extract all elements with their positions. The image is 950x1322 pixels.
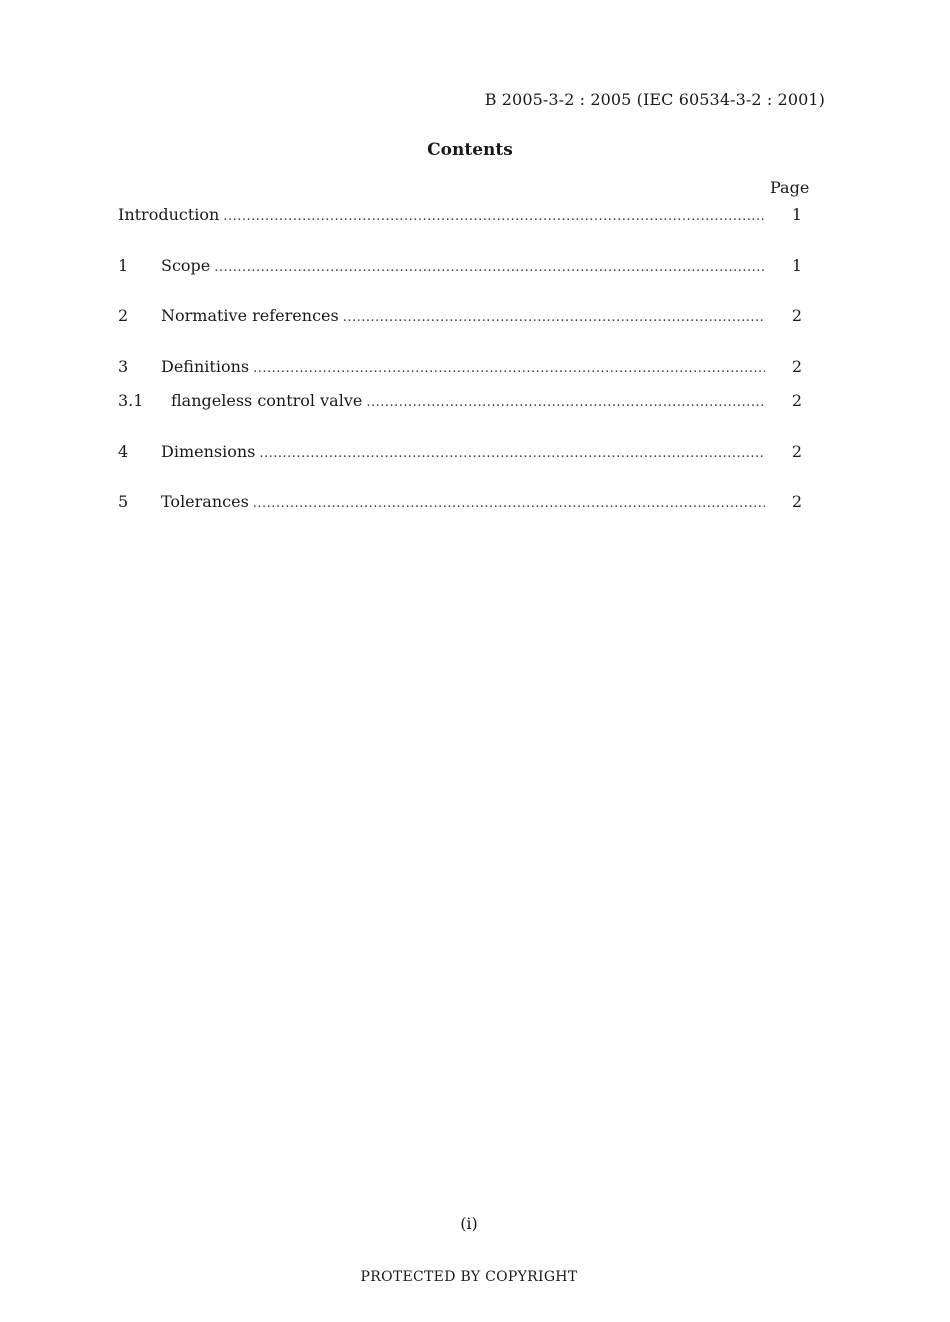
- toc-leader-dots: [366, 395, 765, 410]
- toc-entry-number: 2: [118, 306, 129, 325]
- toc-leader-dots: [343, 310, 765, 325]
- copyright-notice: PROTECTED BY COPYRIGHT: [360, 1269, 578, 1285]
- toc-entry-flangeless-control-valve[interactable]: [118, 391, 810, 415]
- toc-entry-number: 1: [118, 256, 129, 275]
- toc-entry-label: Normative references: [161, 306, 339, 325]
- toc-entry-page: 2: [791, 442, 802, 461]
- toc-entry-definitions[interactable]: [118, 357, 810, 381]
- toc-entry-normative-references[interactable]: [118, 306, 810, 330]
- toc-entry-tolerances[interactable]: [118, 492, 810, 516]
- toc-entry-page: 2: [791, 492, 802, 511]
- toc-entry-page: 1: [791, 256, 802, 275]
- toc-entry-label: Definitions: [161, 357, 250, 376]
- toc-entry-dimensions[interactable]: [118, 442, 810, 466]
- toc-entry-number: 3: [118, 357, 129, 376]
- toc-leader-dots: [223, 209, 765, 224]
- toc-entry-label: Introduction: [118, 205, 220, 224]
- toc-entry-number: 3.1: [118, 391, 144, 410]
- toc-entry-page: 1: [791, 205, 802, 224]
- toc-entry-scope[interactable]: [118, 256, 810, 280]
- toc-entry-label: Scope: [161, 256, 211, 275]
- page-column-label: Page: [770, 178, 810, 197]
- page-number: (i): [460, 1214, 478, 1233]
- toc-entry-number: 4: [118, 442, 129, 461]
- toc-entry-introduction[interactable]: [118, 205, 810, 229]
- toc-entry-label: flangeless control valve: [171, 391, 363, 410]
- toc-entry-page: 2: [791, 306, 802, 325]
- toc-entry-label: Tolerances: [161, 492, 249, 511]
- toc-leader-dots: [259, 446, 765, 461]
- document-reference: B 2005-3-2 : 2005 (IEC 60534-3-2 : 2001): [484, 90, 825, 109]
- toc-leader-dots: [214, 260, 765, 275]
- toc-entry-number: 5: [118, 492, 129, 511]
- toc-leader-dots: [253, 496, 765, 511]
- toc-entry-page: 2: [791, 357, 802, 376]
- contents-title: Contents: [427, 140, 513, 160]
- toc-leader-dots: [253, 361, 765, 376]
- toc-entry-page: 2: [791, 391, 802, 410]
- toc-entry-label: Dimensions: [161, 442, 256, 461]
